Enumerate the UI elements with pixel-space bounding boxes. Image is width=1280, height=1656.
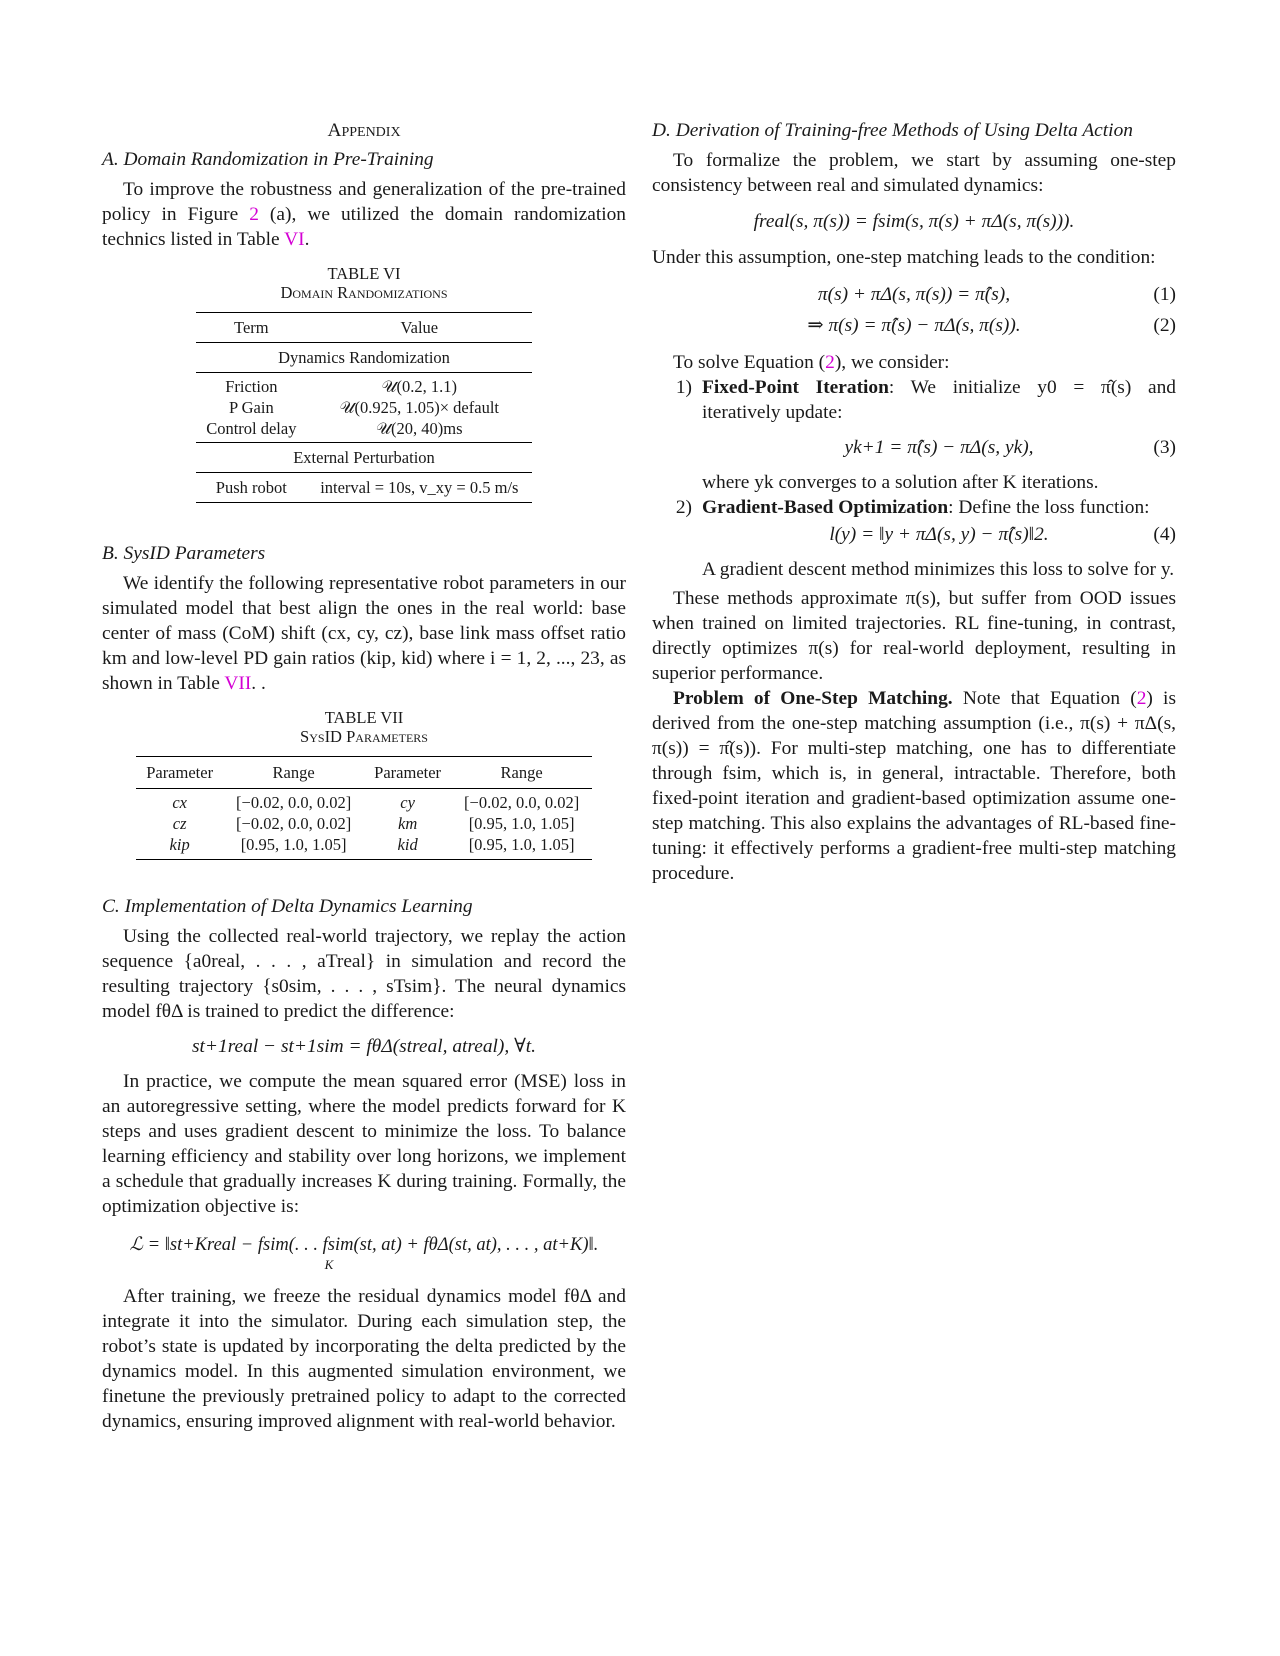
table-row: Push robot interval = 10s, v_xy = 0.5 m/s xyxy=(196,473,532,503)
table-row: cz [−0.02, 0.0, 0.02] km [0.95, 1.0, 1.05] xyxy=(172,814,575,833)
section-a-title: A. Domain Randomization in Pre-Training xyxy=(102,149,434,170)
table7-caption: TABLE VII SysID Parameters xyxy=(300,708,428,746)
right-column xyxy=(652,118,1176,886)
equation-2: ⇒ π(s) = π̂(s) − πΔ(s, π(s)). (2) xyxy=(807,315,1176,336)
equation-link[interactable]: 2 xyxy=(825,352,835,373)
left-column xyxy=(102,118,626,1434)
equation-loss: ℒ = ‖st+Kreal − fsim(. . . fsim(st, at) + fθΔ(st, at), . . . , at+K)‖. K xyxy=(102,1233,626,1272)
section-d-paragraph-5: Problem of One-Step Matching. Note that Equation (2) is derived from the one-step matching assumption (i.e., π(s) + πΔ(s, π(s)) = π̂(s)). For multi-step matching, one has to differentiate through fsim, which is, in general, intractable. Therefore, both fixed-point iteration and gradient-based optimization assume one-step matching. This also explains the advantages of RL-based fine-tuning: it effectively performs a gradient-free multi-step matching procedure. xyxy=(652,688,1176,884)
table-header-row: Parameter Range Parameter Range xyxy=(136,757,592,789)
table6-caption: TABLE VI Domain Randomizations xyxy=(280,264,448,302)
figure-link[interactable]: 2 xyxy=(249,204,259,225)
equation-delta-dynamics: st+1real − st+1sim = fθΔ(streal, atreal), ∀t. xyxy=(191,1036,537,1057)
equation-consistency: freal(s, π(s)) = fsim(s, π(s) + πΔ(s, π(s))). xyxy=(753,211,1075,232)
list-item: 2) Gradient-Based Optimization: Define the loss function: l(y) = ‖y + πΔ(s, y) − π̂(s)‖2. (4) A gradient descent method minimizes this loss to solve for y. xyxy=(675,497,1176,580)
list-item: 1) Fixed-Point Iteration: We initialize y0 = π̂(s) and iteratively update: yk+1 = π̂(s) − πΔ(s, yk), (3) where yk converges to a solution after K iterations. xyxy=(675,377,1177,493)
section-d-paragraph-3: To solve Equation (2), we consider: xyxy=(673,352,950,373)
section-c-paragraph-1: Using the collected real-world trajectory, we replay the action sequence {a0real, . . . , aTreal} in simulation and record the resulting trajectory {s0sim, . . . , sTsim}. The neural dynamics model fθΔ is trained to predict the difference: xyxy=(102,926,626,1022)
section-c-title: C. Implementation of Delta Dynamics Learning xyxy=(102,896,473,917)
table-row: Control delay 𝒰(20, 40)ms xyxy=(206,419,463,438)
table-domain-randomizations xyxy=(196,312,532,503)
section-c-paragraph-2: In practice, we compute the mean squared error (MSE) loss in an autoregressive setting, where the model predicts forward for K steps and uses gradient descent to minimize the loss. To balance learning efficiency and stability over long horizons, we implement a schedule that gradually increases K during training. Formally, the optimization objective is: xyxy=(102,1071,626,1217)
section-b-paragraph: We identify the following representative robot parameters in our simulated model that best align the ones in the real world: base center of mass (CoM) shift (cx, cy, cz), base link mass offset ratio km and low-level PD gain ratios (kip, kid) where i = 1, 2, ..., 23, as shown in Table VII. . xyxy=(102,573,626,694)
table-sysid-parameters xyxy=(136,756,592,860)
equation-4: l(y) = ‖y + πΔ(s, y) − π̂(s)‖2. (4) xyxy=(829,524,1176,545)
table-row: Friction 𝒰(0.2, 1.1) xyxy=(196,373,532,399)
equation-3: yk+1 = π̂(s) − πΔ(s, yk), (3) xyxy=(844,437,1176,458)
section-d-paragraph-1: To formalize the problem, we start by assuming one-step consistency between real and simulated dynamics: xyxy=(652,150,1176,196)
section-c-paragraph-3: After training, we freeze the residual dynamics model fθΔ and integrate it into the simulator. During each simulation step, the robot’s state is updated by incorporating the delta predicted by the dynamics model. In this augmented simulation environment, we finetune the previously pretrained policy to adapt to the corrected dynamics, ensuring improved alignment with real-world behavior. xyxy=(102,1286,626,1432)
section-d-paragraph-2: Under this assumption, one-step matching leads to the condition: xyxy=(652,247,1156,268)
table-row: P Gain 𝒰(0.925, 1.05)× default xyxy=(228,398,499,417)
section-d-paragraph-4: These methods approximate π(s), but suffer from OOD issues when trained on limited trajectories. RL fine-tuning, in contrast, directly optimizes π(s) for real-world deployment, resulting in superior performance. xyxy=(652,588,1176,684)
table-row: kip [0.95, 1.0, 1.05] kid [0.95, 1.0, 1.05] xyxy=(136,833,592,860)
table-row: cx [−0.02, 0.0, 0.02] cy [−0.02, 0.0, 0.02] xyxy=(136,789,592,815)
equation-underbrace-label: K xyxy=(324,1257,334,1272)
appendix-heading: Appendix xyxy=(327,120,401,141)
table-group-row: Dynamics Randomization xyxy=(196,343,532,373)
section-b-title: B. SysID Parameters xyxy=(102,543,266,564)
table-group-row: External Perturbation xyxy=(196,443,532,473)
table-link[interactable]: VI xyxy=(284,229,305,250)
section-d-title: D. Derivation of Training-free Methods of Using Delta Action xyxy=(652,120,1133,141)
table-header-row: Term Value xyxy=(196,313,532,343)
equation-link[interactable]: 2 xyxy=(1136,688,1147,709)
equation-1: π(s) + πΔ(s, π(s)) = π̂(s), (1) xyxy=(817,284,1176,305)
section-a-paragraph: To improve the robustness and generalization of the pre-trained policy in Figure 2 (a), we utilized the domain randomization technics listed in Table VI. xyxy=(102,179,626,250)
table-link[interactable]: VII xyxy=(224,673,252,694)
